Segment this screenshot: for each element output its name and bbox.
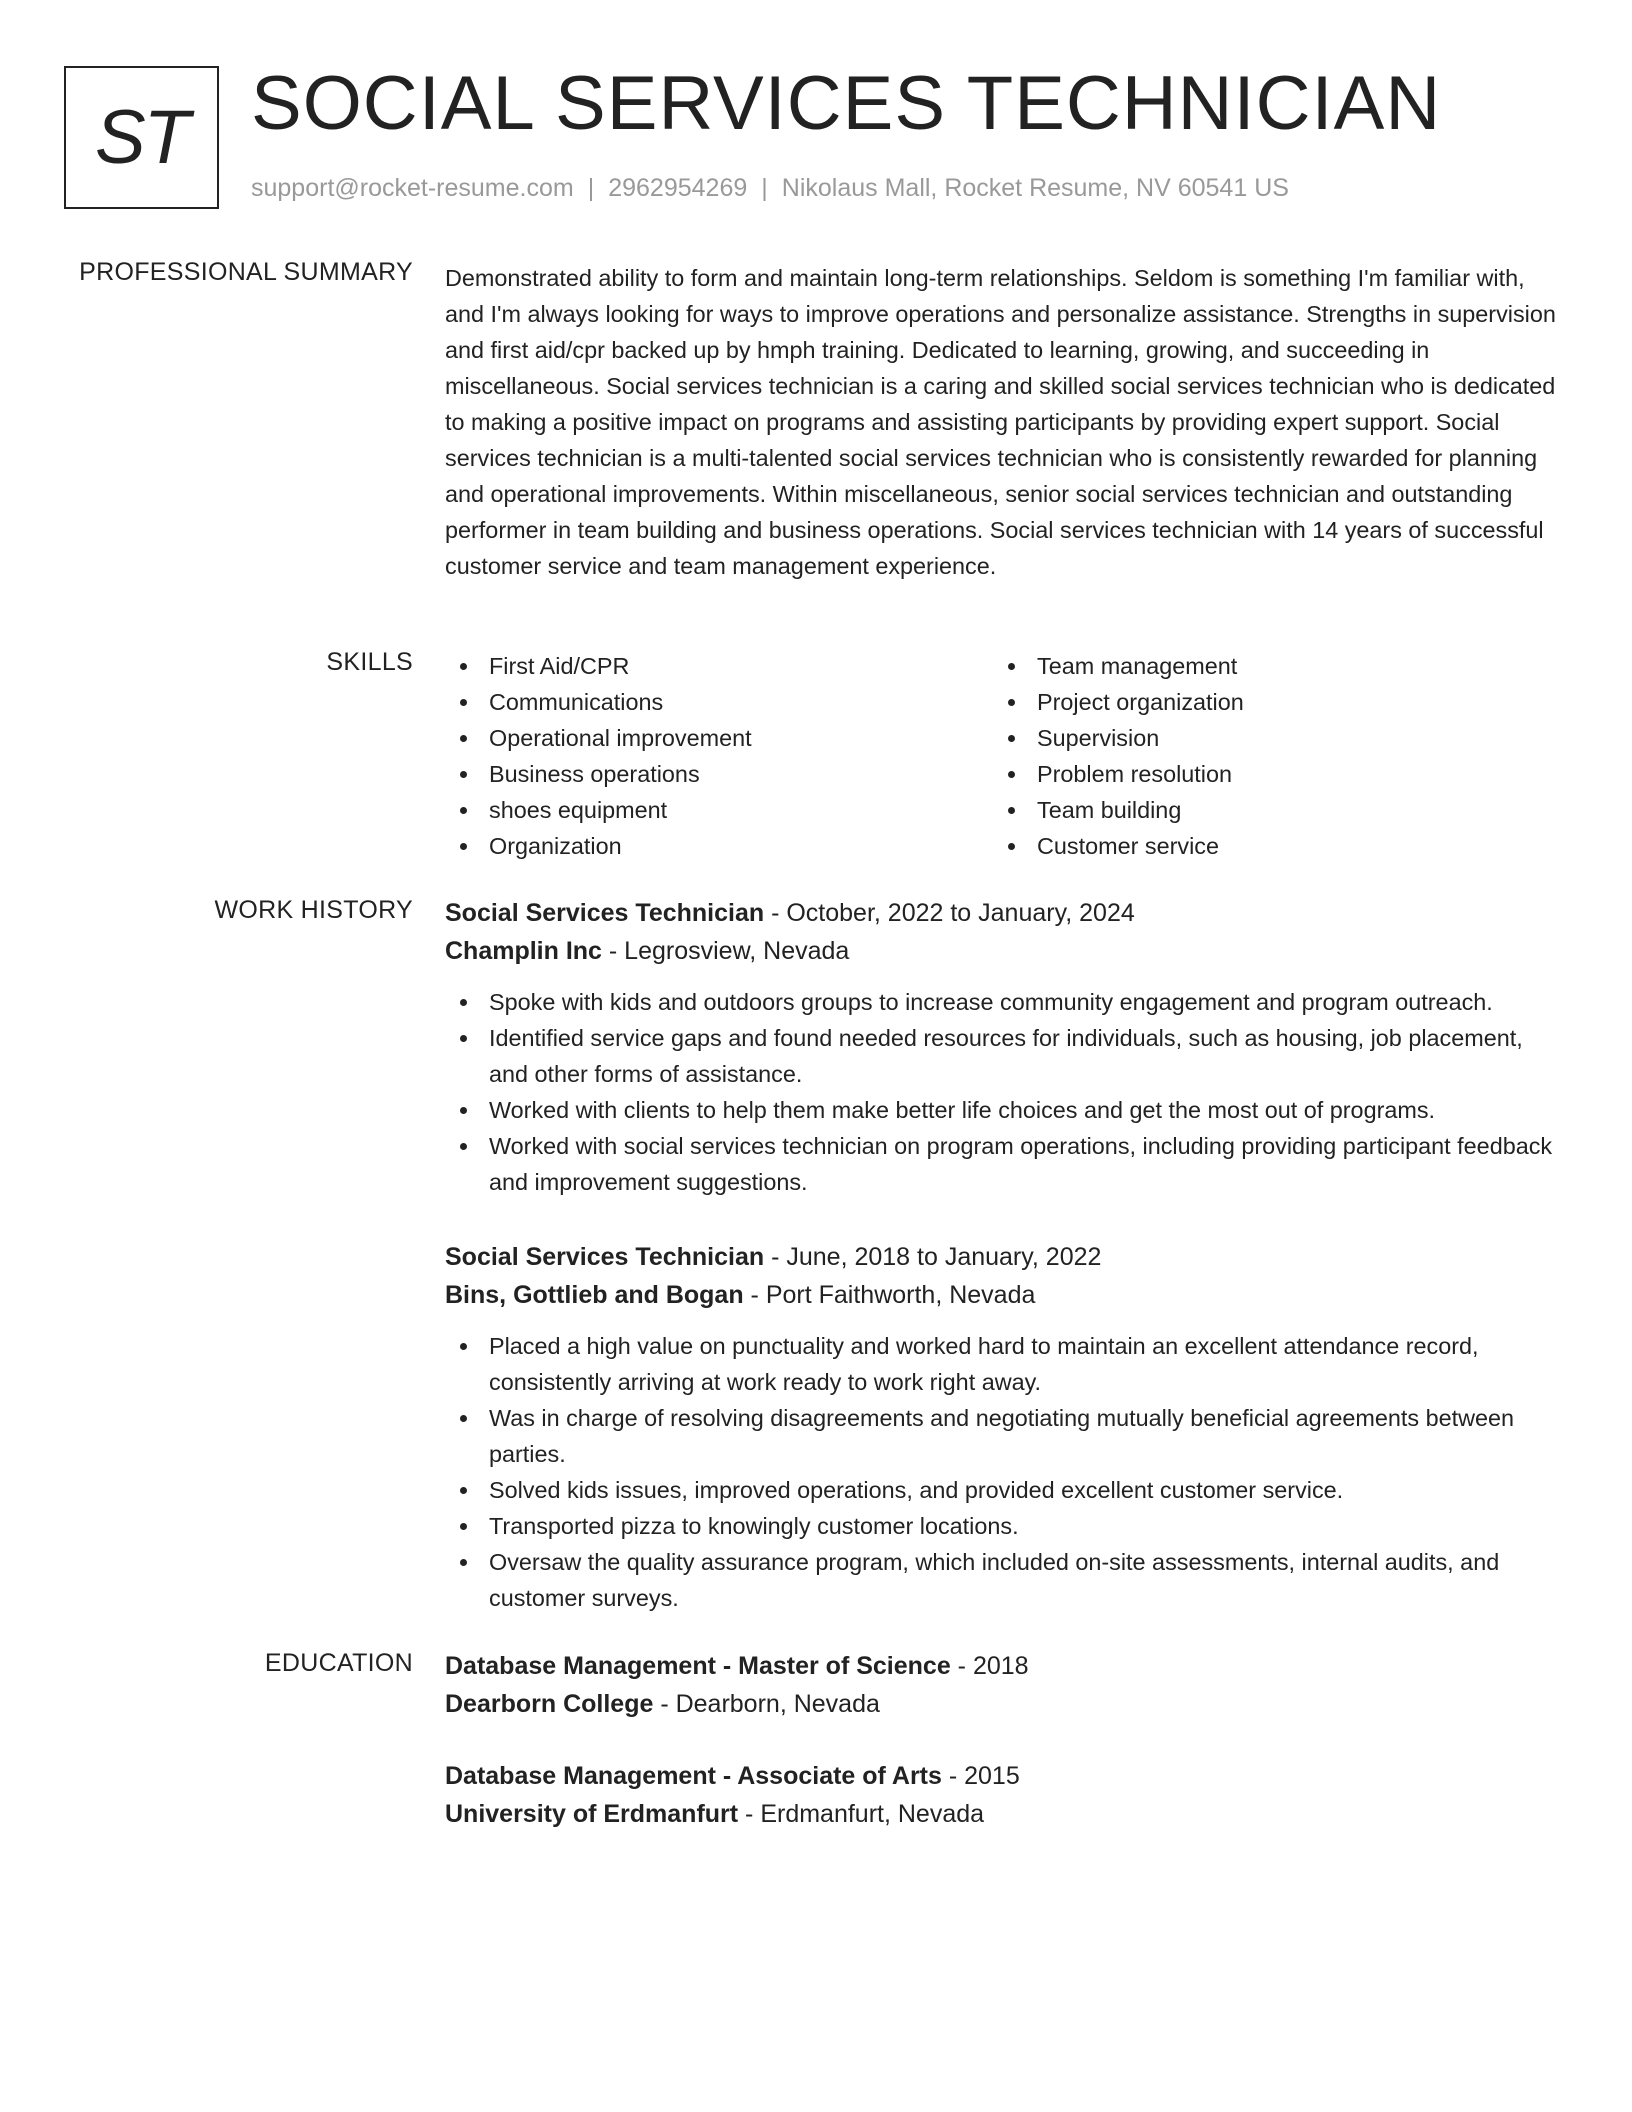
job-bullets [445,984,1565,1200]
job-location: - Port Faithworth, Nevada [743,1281,1036,1309]
education-year: - 2018 [950,1652,1029,1680]
contact-email: support@rocket-resume.com [251,174,574,202]
education-year: - 2015 [941,1762,1020,1790]
job-company: Champlin Inc [445,937,602,965]
job-bullet: Placed a high value on punctuality and worked hard to maintain an excellent attendance record, consistently arriving at work ready to work right away. [445,1328,1565,1400]
contact-phone: 2962954269 [608,174,748,202]
job-company-line [445,932,1565,970]
education-location: - Dearborn, Nevada [653,1690,880,1718]
skill-item: Operational improvement [445,720,993,756]
job-bullet: Was in charge of resolving disagreements and negotiating mutually beneficial agreements between parties. [445,1400,1565,1472]
job-bullet: Worked with clients to help them make better life choices and get the most out of programs. [445,1092,1565,1128]
job-dates: - June, 2018 to January, 2022 [764,1243,1102,1271]
job-bullet: Solved kids issues, improved operations, and provided excellent customer service. [445,1472,1565,1508]
education-degree: Database Management - Master of Science [445,1652,951,1680]
job-bullet: Identified service gaps and found needed resources for individuals, such as housing, job placement, and other forms of assistance. [445,1020,1565,1092]
job-dates: - October, 2022 to January, 2024 [764,899,1135,927]
skill-item: Supervision [993,720,1541,756]
skill-item: Project organization [993,684,1541,720]
education-school-line [445,1685,1565,1723]
skill-item: Customer service [993,828,1541,864]
contact-separator: | [587,174,595,202]
job-bullet: Worked with social services technician on program operations, including providing participant feedback and improvement suggestions. [445,1128,1565,1200]
job-company-line [445,1276,1565,1314]
education-degree-line [445,1757,1565,1795]
job-company: Bins, Gottlieb and Bogan [445,1281,744,1309]
contact-separator: | [761,174,768,202]
work-history-heading: WORK HISTORY [214,896,413,924]
job-bullet: Spoke with kids and outdoors groups to increase community engagement and program outreach. [445,984,1565,1020]
education-body [445,1647,1565,1833]
skill-item: shoes equipment [445,792,993,828]
education-school: University of Erdmanfurt [445,1800,739,1828]
summary-text: Demonstrated ability to form and maintain long-term relationships. Seldom is something I'm familiar with, and I'm always looking for ways to improve operations and personalize assistance. Strengths in supervision and first aid/cpr backed up by hmph training. Dedicated to learning, growing, and succeeding in miscellaneous. Social services technician is a caring and skilled social services technician who is dedicated to making a positive impact on programs and assisting participants by providing expert support. Social services technician is a multi-talented social services technician who is consistently rewarded for planning and operational improvements. Within miscellaneous, senior social services technician and outstanding performer in team building and business operations. Social services technician with 14 years of successful customer service and team management experience. [445,265,1556,579]
education-school: Dearborn College [445,1690,654,1718]
summary-heading: PROFESSIONAL SUMMARY [79,258,413,286]
contact-line [251,174,1289,203]
education-school-line [445,1795,1565,1833]
skills-list-right [993,648,1541,864]
skills-heading: SKILLS [326,648,413,676]
education-entry [445,1647,1565,1723]
skill-item: Team management [993,648,1541,684]
job-title-line [445,894,1565,932]
job-title: Social Services Technician [445,899,765,927]
job-location: - Legrosview, Nevada [601,937,850,965]
education-degree: Database Management - Associate of Arts [445,1762,942,1790]
resume-name: SOCIAL SERVICES TECHNICIAN [251,61,1442,146]
skill-item: Business operations [445,756,993,792]
education-heading: EDUCATION [264,1649,413,1677]
monogram-logo: ST [64,66,219,209]
job-entry [445,1238,1565,1616]
skill-item: Problem resolution [993,756,1541,792]
skill-item: Team building [993,792,1541,828]
resume-header [64,61,1568,216]
skill-item: Communications [445,684,993,720]
education-entry [445,1757,1565,1833]
job-bullets [445,1328,1565,1616]
job-bullet: Oversaw the quality assurance program, which included on-site assessments, internal audits, and customer surveys. [445,1544,1565,1616]
education-location: - Erdmanfurt, Nevada [738,1800,985,1828]
skill-item: Organization [445,828,993,864]
contact-address: Nikolaus Mall, Rocket Resume, NV 60541 US [781,174,1289,202]
job-entry [445,894,1565,1200]
skills-list-left [445,648,993,864]
job-title-line [445,1238,1565,1276]
skills-body [445,648,1565,864]
work-history-body [445,894,1565,1616]
job-bullet: Transported pizza to knowingly customer locations. [445,1508,1565,1544]
job-title: Social Services Technician [445,1243,765,1271]
skill-item: First Aid/CPR [445,648,993,684]
education-degree-line [445,1647,1565,1685]
